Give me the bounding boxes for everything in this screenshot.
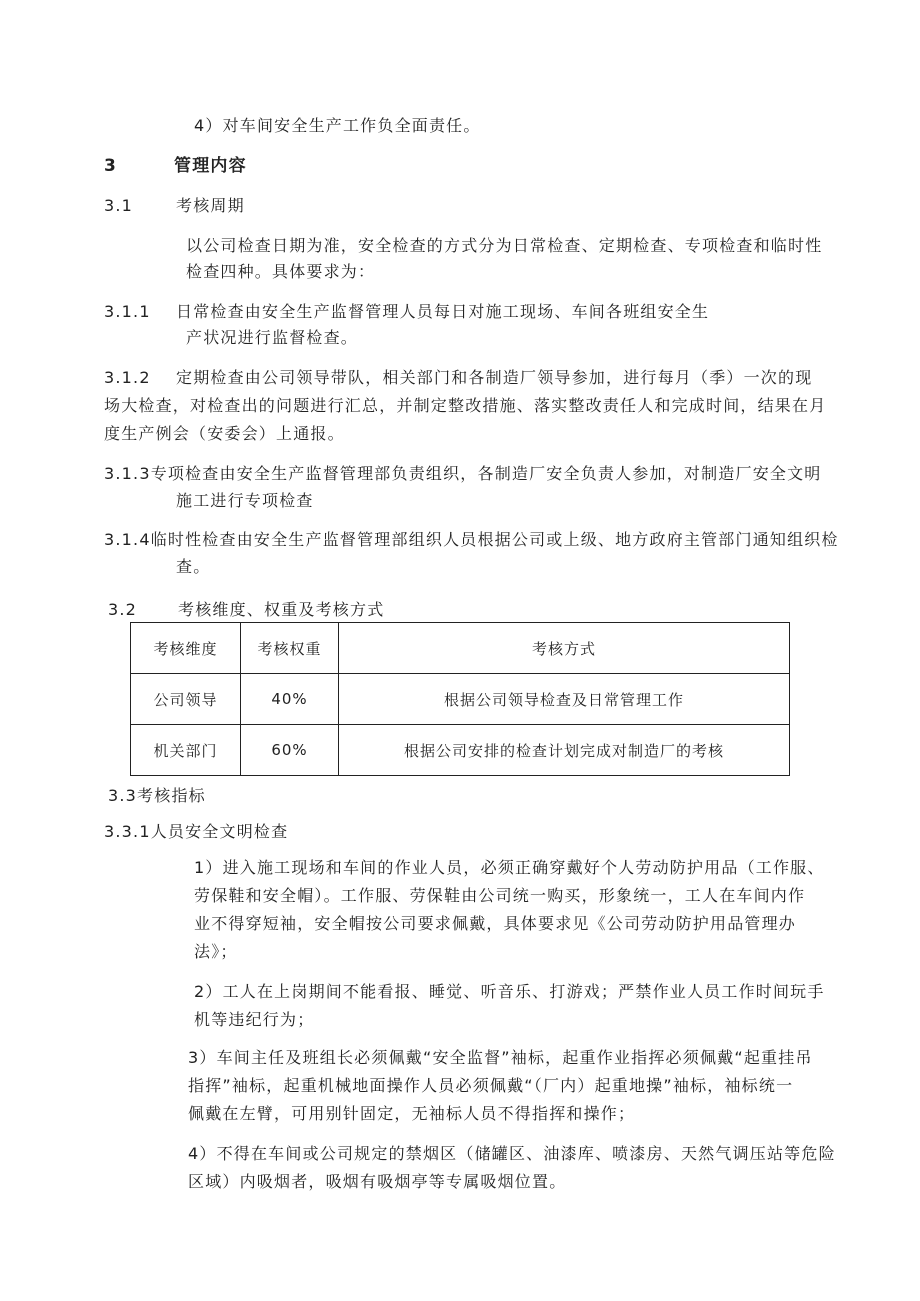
table-header-row [131, 623, 790, 674]
paragraph-line: 机等违纪行为； [194, 1010, 315, 1029]
table-cell: 40% [241, 674, 339, 725]
section-title: 3.3.1人员安全文明检查 [104, 822, 289, 841]
paragraph-line: 日常检查由安全生产监督管理人员每日对施工现场、车间各班组安全生 [176, 302, 710, 321]
paragraph-line: 施工进行专项检查 [176, 491, 314, 510]
table-header-cell: 考核维度 [131, 623, 241, 674]
paragraph-line: 业不得穿短袖，安全帽按公司要求佩戴，具体要求见《公司劳动防护用品管理办 [194, 914, 797, 933]
paragraph-line: 度生产例会（安委会）上通报。 [104, 424, 345, 443]
paragraph-line: 3.1.3专项检查由安全生产监督管理部负责组织，各制造厂安全负责人参加，对制造厂安全文明 [104, 464, 822, 483]
paragraph-line: 查。 [176, 557, 211, 576]
section-number: 3.1.1 [104, 302, 151, 321]
table-cell: 60% [241, 725, 339, 776]
paragraph-line: 场大检查，对检查出的问题进行汇总，并制定整改措施、落实整改责任人和完成时间，结果在月 [104, 396, 827, 415]
section-number: 3 [104, 156, 118, 176]
section-number: 3.2 [108, 600, 138, 619]
paragraph-line: 4）不得在车间或公司规定的禁烟区（储罐区、油漆库、喷漆房、天然气调压站等危险 [188, 1144, 836, 1163]
paragraph-line: 产状况进行监督检查。 [186, 328, 359, 347]
section-title: 管理内容 [174, 156, 247, 176]
assessment-table [130, 622, 790, 776]
table-row [131, 725, 790, 776]
paragraph-line: 以公司检查日期为准，安全检查的方式分为日常检查、定期检查、专项检查和临时性 [186, 236, 823, 255]
paragraph-line: 1）进入施工现场和车间的作业人员，必须正确穿戴好个人劳动防护用品（工作服、 [194, 858, 825, 877]
paragraph-line: 区域）内吸烟者，吸烟有吸烟亭等专属吸烟位置。 [188, 1172, 567, 1191]
section-number: 3.1 [104, 196, 134, 215]
paragraph-line: 指挥”袖标，起重机械地面操作人员必须佩戴“（厂内）起重地操”袖标，袖标统一 [188, 1076, 794, 1095]
table-cell: 根据公司领导检查及日常管理工作 [339, 674, 790, 725]
table-cell: 公司领导 [131, 674, 241, 725]
table-header-cell: 考核权重 [241, 623, 339, 674]
paragraph-line: 定期检查由公司领导带队，相关部门和各制造厂领导参加，进行每月（季）一次的现 [176, 368, 813, 387]
section-title: 考核周期 [176, 196, 245, 215]
paragraph-line: 3.1.4临时性检查由安全生产监督管理部组织人员根据公司或上级、地方政府主管部门通知组织检 [104, 530, 839, 549]
section-title: 3.3考核指标 [108, 786, 206, 805]
paragraph-line: 佩戴在左臂，可用别针固定，无袖标人员不得指挥和操作； [188, 1104, 636, 1123]
paragraph-line: 法》； [194, 942, 238, 961]
paragraph-line: 3）车间主任及班组长必须佩戴“安全监督”袖标，起重作业指挥必须佩戴“起重挂吊 [188, 1048, 813, 1067]
paragraph-line: 检查四种。具体要求为： [186, 262, 376, 281]
paragraph-line: 2）工人在上岗期间不能看报、睡觉、听音乐、打游戏；严禁作业人员工作时间玩手 [194, 982, 825, 1001]
table-cell: 根据公司安排的检查计划完成对制造厂的考核 [339, 725, 790, 776]
table-header-cell: 考核方式 [339, 623, 790, 674]
paragraph-line: 劳保鞋和安全帽）。工作服、劳保鞋由公司统一购买，形象统一，工人在车间内作 [194, 886, 806, 905]
paragraph-line: 4）对车间安全生产工作负全面责任。 [194, 116, 481, 135]
table-cell: 机关部门 [131, 725, 241, 776]
table-row [131, 674, 790, 725]
section-title: 考核维度、权重及考核方式 [178, 600, 385, 619]
section-number: 3.1.2 [104, 368, 151, 387]
